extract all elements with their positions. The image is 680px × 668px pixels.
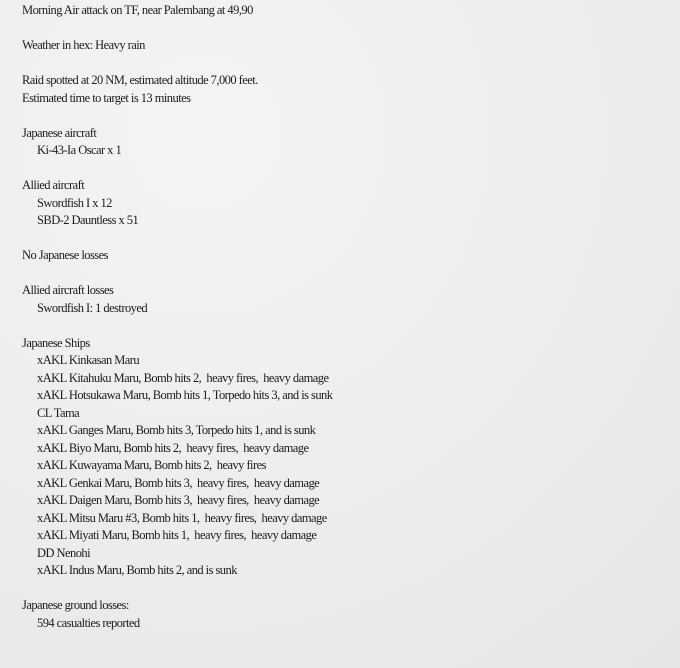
spacer	[22, 160, 662, 178]
allied-aircraft-heading: Allied aircraft	[22, 178, 85, 192]
raid-spotted-line: Raid spotted at 20 NM, estimated altitude 7,000 feet.	[22, 73, 258, 87]
ship-entry: xAKL Genkai Maru, Bomb hits 3, heavy fires, heavy damage	[37, 475, 320, 490]
japanese-aircraft-heading: Japanese aircraft	[22, 125, 97, 140]
japanese-ships-heading: Japanese Ships	[22, 335, 90, 350]
ship-entry: xAKL Kitahuku Maru, Bomb hits 2, heavy fires, heavy damage	[37, 370, 329, 385]
report-title: Morning Air attack on TF, near Palembang at 49,90	[22, 3, 253, 17]
ship-entry: xAKL Miyati Maru, Bomb hits 1, heavy fires, heavy damage	[37, 528, 317, 542]
japanese-losses-line: No Japanese losses	[22, 248, 108, 262]
spacer	[22, 107, 662, 125]
allied-aircraft-item: Swordfish I x 12	[37, 195, 112, 210]
ship-entry: xAKL Biyo Maru, Bomb hits 2, heavy fires, heavy damage	[37, 440, 309, 455]
ship-entry: xAKL Kuwayama Maru, Bomb hits 2, heavy fires	[37, 458, 266, 472]
spacer	[22, 317, 662, 335]
allied-losses-item: Swordfish I: 1 destroyed	[37, 300, 148, 315]
ground-losses-item: 594 casualties reported	[37, 615, 140, 630]
allied-losses-heading: Allied aircraft losses	[22, 283, 114, 297]
ship-entry: CL Tama	[37, 405, 80, 420]
spacer	[22, 230, 662, 248]
ship-entry: xAKL Kinkasan Maru	[37, 353, 140, 367]
ship-entry: xAKL Ganges Maru, Bomb hits 3, Torpedo hits 1, and is sunk	[37, 423, 316, 437]
raid-eta-line: Estimated time to target is 13 minutes	[22, 90, 191, 105]
ship-entry: xAKL Mitsu Maru #3, Bomb hits 1, heavy fires, heavy damage	[37, 510, 327, 525]
weather-line: Weather in hex: Heavy rain	[22, 38, 145, 52]
ground-losses-heading: Japanese ground losses:	[22, 598, 129, 612]
combat-report	[22, 2, 662, 632]
spacer	[22, 55, 662, 73]
ship-entry: xAKL Daigen Maru, Bomb hits 3, heavy fires, heavy damage	[37, 493, 320, 507]
allied-aircraft-item: SBD-2 Dauntless x 51	[37, 213, 139, 227]
ship-entry: xAKL Indus Maru, Bomb hits 2, and is sunk	[37, 563, 237, 577]
spacer	[22, 580, 662, 598]
spacer	[22, 20, 662, 38]
ship-entry: DD Nenohi	[37, 545, 91, 560]
ship-entry: xAKL Hotsukawa Maru, Bomb hits 1, Torpedo hits 3, and is sunk	[37, 388, 333, 402]
japanese-aircraft-item: Ki-43-Ia Oscar x 1	[37, 143, 122, 157]
spacer	[22, 265, 662, 283]
